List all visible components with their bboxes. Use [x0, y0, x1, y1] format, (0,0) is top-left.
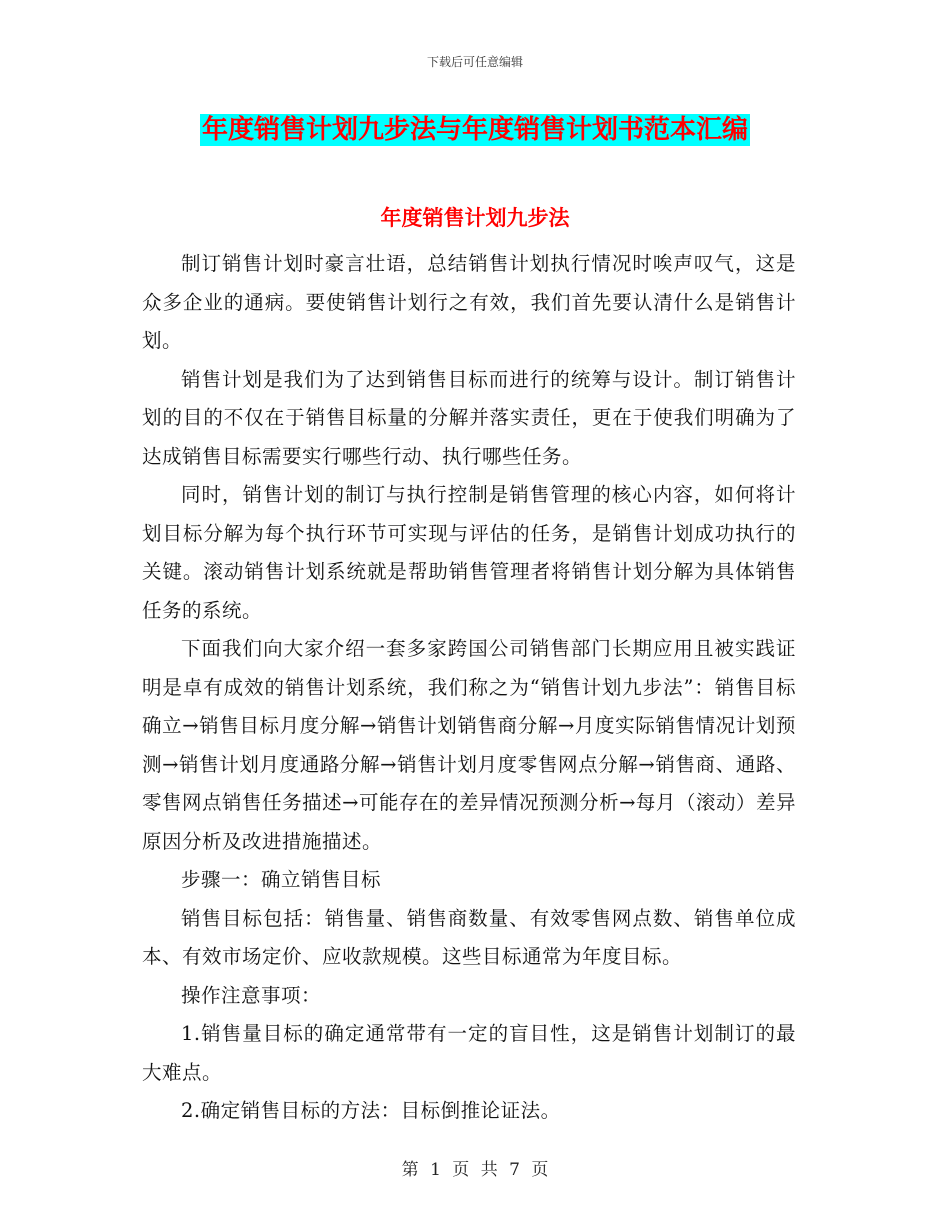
header-note: 下载后可任意编辑 [426, 55, 523, 69]
document-title: 年度销售计划九步法与年度销售计划书范本汇编 [201, 115, 748, 145]
main-title-container [0, 114, 950, 146]
paragraph: 制订销售计划时豪言壮语，总结销售计划执行情况时唉声叹气，这是众多企业的通病。要使销售计划行之有效，我们首先要认清什么是销售计划。 [142, 252, 796, 352]
page-number: 第 1 页 共 7 页 [401, 1160, 549, 1180]
paragraph: 同时，销售计划的制订与执行控制是销售管理的核心内容，如何将计划目标分解为每个执行环节可实现与评估的任务，是销售计划成功执行的关键。滚动销售计划系统就是帮助销售管理者将销售计划分解为具体销售任务的系统。 [142, 483, 796, 622]
list-item: 1.销售量目标的确定通常带有一定的盲目性，这是销售计划制订的最大难点。 [142, 1022, 796, 1084]
paragraph: 下面我们向大家介绍一套多家跨国公司销售部门长期应用且被实践证明是卓有成效的销售计划系统，我们称之为“销售计划九步法”：销售目标确立→销售目标月度分解→销售计划销售商分解→月度实际销售情况计划预测→销售计划月度通路分解→销售计划月度零售网点分解→销售商、通路、零售网点销售任务描述→可能存在的差异情况预测分析→每月（滚动）差异原因分析及改进措施描述。 [142, 637, 796, 853]
document-body [142, 245, 796, 1131]
paragraph: 销售目标包括：销售量、销售商数量、有效零售网点数、销售单位成本、有效市场定价、应收款规模。这些目标通常为年度目标。 [142, 906, 796, 968]
list-item: 2.确定销售目标的方法：目标倒推论证法。 [181, 1099, 561, 1122]
step-heading: 步骤一：确立销售目标 [181, 868, 382, 891]
notes-heading: 操作注意事项： [181, 983, 322, 1007]
section-title: 年度销售计划九步法 [380, 206, 570, 230]
paragraph: 销售计划是我们为了达到销售目标而进行的统筹与设计。制订销售计划的目的不仅在于销售目标量的分解并落实责任，更在于使我们明确为了达成销售目标需要实行哪些行动、执行哪些任务。 [142, 367, 796, 468]
